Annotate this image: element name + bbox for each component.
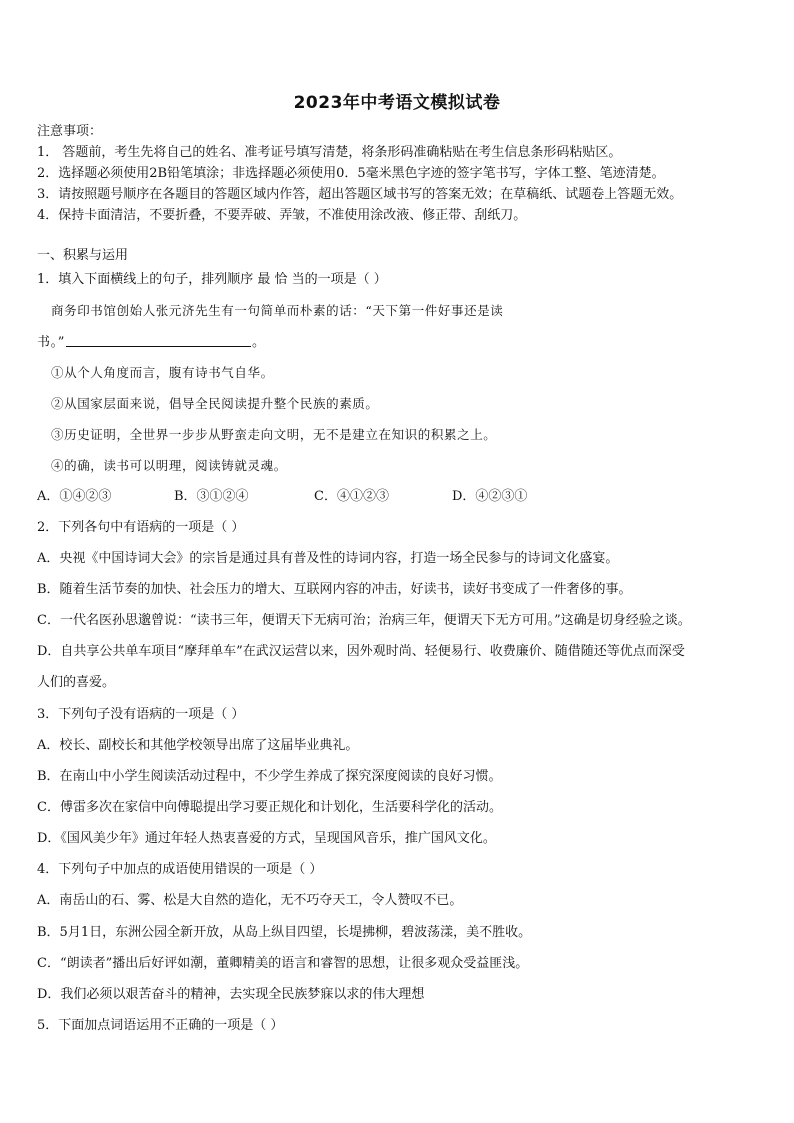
q1-option-a[interactable]: A．①④②③ (37, 489, 112, 504)
q1-option-d[interactable]: D．④②③① (452, 489, 528, 504)
q2-option-b[interactable]: B．随着生活节奏的加快、社会压力的增大、互联网内容的冲击，好读书，读好书变成了一件奢侈的事。 (37, 582, 632, 597)
notice-item-2: 2．选择题必须使用2B铅笔填涂；非选择题必须使用0．5毫米黑色字迹的签字笔书写，字体工整、笔迹清楚。 (37, 166, 665, 181)
q2-option-d-line1[interactable]: D．自共享公共单车项目“摩拜单车”在武汉运营以来，因外观时尚、轻便易行、收费廉价、随借随还等优点而深受 (37, 644, 685, 659)
q3-option-c[interactable]: C．傅雷多次在家信中向傅聪提出学习要正规化和计划化，生活要科学化的活动。 (37, 800, 502, 815)
q1-option-c[interactable]: C．④①②③ (314, 489, 389, 504)
notice-item-1: 1． 答题前，考生先将自己的姓名、准考证号填写清楚，将条形码准确粘贴在考生信息条形码粘贴区。 (37, 145, 622, 160)
page-title: 2023年中考语文模拟试卷 (293, 93, 501, 113)
q5-stem: 5．下面加点词语运用不正确的一项是（ ） (37, 1018, 284, 1033)
q2-option-c[interactable]: C．一代名医孙思邈曾说：“读书三年，便谓天下无病可治；治病三年，便谓天下无方可用。”这确是切身经验之谈。 (37, 613, 691, 628)
q2-option-d-line2: 人们的喜爱。 (37, 675, 116, 690)
notice-item-3: 3．请按照题号顺序在各题目的答题区域内作答，超出答题区域书写的答案无效；在草稿纸、试题卷上答题无效。 (37, 187, 683, 202)
q4-option-c[interactable]: C．“朗读者”播出后好评如潮，董卿精美的语言和睿智的思想，让很多观众受益匪浅。 (37, 956, 529, 971)
q1-passage-start: 书。” (37, 335, 65, 350)
q4-stem: 4．下列句子中加点的成语使用错误的一项是（ ） (37, 862, 323, 877)
q1-stem: 1．填入下面横线上的句子，排列顺序 最 恰 当的一项是（ ） (37, 272, 387, 287)
q1-passage-end: 。 (251, 335, 266, 350)
q4-option-b[interactable]: B．5月1日，东洲公园全新开放，从岛上纵目四望，长堤拂柳，碧波荡漾，美不胜收。 (37, 925, 532, 940)
q1-option-b[interactable]: B．③①②④ (174, 489, 249, 504)
q1-sentence-4: ④的确，读书可以明理，阅读铸就灵魂。 (51, 458, 287, 473)
q2-option-a[interactable]: A．央视《中国诗词大会》的宗旨是通过具有普及性的诗词内容，打造一场全民参与的诗词文化盛宴。 (37, 551, 619, 566)
q3-option-b[interactable]: B．在南山中小学生阅读活动过程中，不少学生养成了探究深度阅读的良好习惯。 (37, 769, 502, 784)
q1-sentence-3: ③历史证明，全世界一步步从野蛮走向文明，无不是建立在知识的积累之上。 (51, 427, 497, 442)
q1-sentence-1: ①从个人角度而言，腹有诗书气自华。 (51, 365, 274, 380)
q2-stem: 2．下列各句中有语病的一项是（ ） (37, 520, 245, 535)
answer-blank[interactable] (66, 334, 251, 347)
q1-passage-line2 (37, 334, 266, 351)
q3-option-a[interactable]: A．校长、副校长和其他学校领导出席了这届毕业典礼。 (37, 738, 359, 753)
q1-sentence-2: ②从国家层面来说，倡导全民阅读提升整个民族的素质。 (51, 396, 379, 411)
q3-stem: 3．下列句子没有语病的一项是（ ） (37, 707, 245, 722)
q3-option-d[interactable]: D．《国风美少年》通过年轻人热衷喜爱的方式，呈现国风音乐，推广国风文化。 (37, 831, 496, 846)
q4-option-d[interactable]: D．我们必须以艰苦奋斗的精神，去实现全民族梦寐以求的伟大理想 (37, 987, 425, 1002)
notice-item-4: 4．保持卡面清洁，不要折叠，不要弄破、弄皱，不准使用涂改液、修正带、刮纸刀。 (37, 208, 527, 223)
section-heading: 一、积累与运用 (37, 248, 129, 263)
notice-heading: 注意事项： (37, 124, 103, 139)
q4-option-a[interactable]: A．南岳山的石、雾、松是大自然的造化，无不巧夺天工，令人赞叹不已。 (37, 893, 463, 908)
q1-passage-line1: 商务印书馆创始人张元济先生有一句简单而朴素的话：“天下第一件好事还是读 (51, 303, 504, 318)
